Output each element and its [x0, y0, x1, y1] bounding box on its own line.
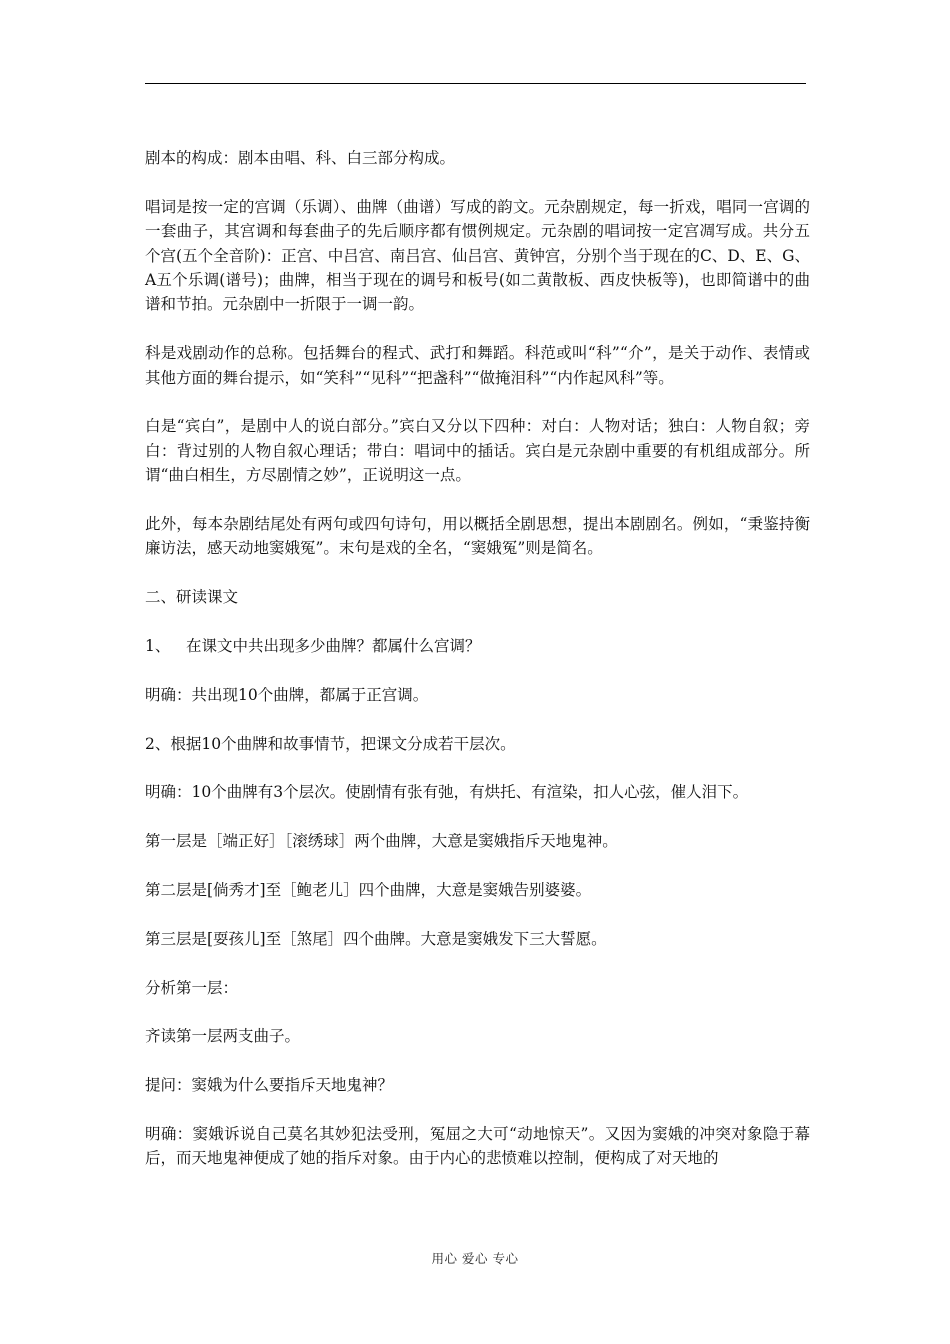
answer-2: 明确：10个曲牌有3个层次。使剧情有张有弛，有烘托、有渲染，扣人心弦，催人泪下。: [145, 783, 749, 802]
paragraph-ending-poem: 此外，每本杂剧结尾处有两句或四句诗句，用以概括全剧思想，提出本剧剧名。例如，“秉鉴持衡廉访法，感天动地窦娥冤”。末句是戏的全名，“窦娥冤”则是简名。: [145, 515, 810, 558]
read-aloud-instruction: 齐读第一层两支曲子。: [145, 1027, 301, 1046]
list-number: 1、: [145, 637, 171, 656]
layer-2: 第二层是[倘秀才]至［鲍老儿］四个曲牌，大意是窦娥告别婆婆。: [145, 881, 592, 900]
answer-1: 明确：共出现10个曲牌，都属于正宫调。: [145, 685, 429, 704]
analysis-heading: 分析第一层：: [145, 978, 239, 997]
document-body: [145, 146, 810, 1171]
page-footer: 用心 爱心 专心: [431, 1251, 519, 1266]
layer-3: 第三层是[耍孩儿]至［煞尾］四个曲牌。大意是窦娥发下三大誓愿。: [145, 929, 607, 948]
paragraph-bai: 白是“宾白”，是剧中人的说白部分。”宾白又分以下四种：对白：人物对话；独白：人物自叙；旁白：背过别的人物自叙心理话；带白：唱词中的插话。宾白是元杂剧中重要的有机组成部分。所谓“曲白相生，方尽剧情之妙”，正说明这一点。: [145, 417, 810, 485]
question-text: 提问：窦娥为什么要指斥天地鬼神？: [145, 1076, 394, 1095]
question-2: 2、根据10个曲牌和故事情节，把课文分成若干层次。: [145, 734, 516, 753]
answer-text: 明确：窦娥诉说自己莫名其妙犯法受刑，冤屈之大可“动地惊天”。又因为窦娥的冲突对象隐于幕后，而天地鬼神便成了她的指斥对象。由于内心的悲愤难以控制，便构成了对天地的: [145, 1125, 810, 1168]
header-rule: [145, 83, 806, 84]
layer-1: 第一层是［端正好］［滚绣球］两个曲牌，大意是窦娥指斥天地鬼神。: [145, 832, 618, 851]
paragraph-lyrics: 唱词是按一定的宫调（乐调）、曲牌（曲谱）写成的韵文。元杂剧规定，每一折戏，唱同一宫调的一套曲子，其宫调和每套曲子的先后顺序都有惯例规定。元杂剧的唱词按一定宫凋写成。共分五个宫(五个全音阶)：正宫、中吕宫、南吕宫、仙吕宫、黄钟宫，分别个当于现在的C、D、E、G、A五个乐调(谱号)；曲牌，相当于现在的调号和板号(如二黄散板、西皮快板等)，也即简谱中的曲谱和节拍。元杂剧中一折限于一调一韵。: [145, 197, 810, 314]
question-1: [145, 634, 810, 658]
section-heading: 二、研读课文: [145, 588, 239, 607]
paragraph-script-structure: 剧本的构成：剧本由唱、科、白三部分构成。: [145, 149, 456, 167]
question-1-text: 在课文中共出现多少曲牌？都属什么宫调？: [186, 637, 481, 656]
paragraph-ke: 科是戏剧动作的总称。包括舞台的程式、武打和舞蹈。科范或叫“科”“介”，是关于动作、表情或其他方面的舞台提示，如“笑科”“见科”“把盏科”“做掩泪科”“内作起风科”等。: [145, 344, 810, 387]
